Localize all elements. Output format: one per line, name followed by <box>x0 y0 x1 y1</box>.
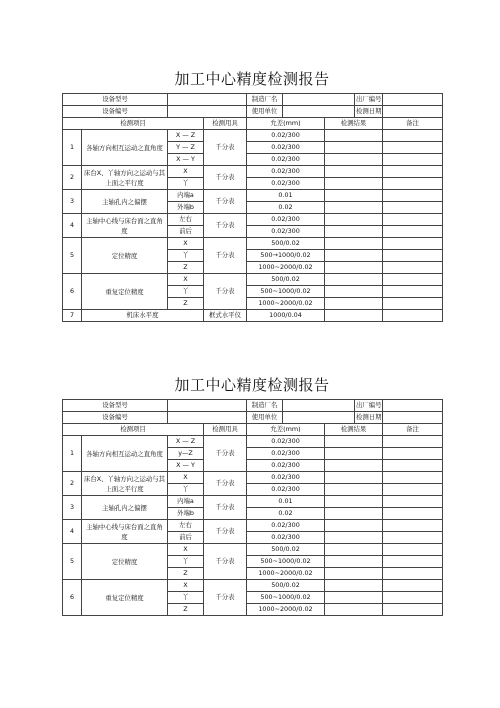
sub-item: X — Z <box>168 436 204 448</box>
remark-cell[interactable] <box>383 214 443 226</box>
remark-cell[interactable] <box>383 226 443 238</box>
result-cell[interactable] <box>325 142 383 154</box>
value-inspection-date[interactable] <box>383 412 443 424</box>
value-equipment-model[interactable] <box>168 400 247 412</box>
result-cell[interactable] <box>325 310 383 322</box>
tolerance-value: 0.02/300 <box>247 226 325 238</box>
result-cell[interactable] <box>325 508 383 520</box>
sub-item: X <box>168 472 204 484</box>
value-manufacturer[interactable] <box>283 400 355 412</box>
sub-item: 前后 <box>168 226 204 238</box>
item-tool: 框式水平仪 <box>204 310 247 322</box>
col-tolerance: 允差(mm) <box>247 118 325 130</box>
label-inspection-date: 检测日期 <box>355 106 383 118</box>
sub-item: 丫 <box>168 592 204 604</box>
sub-item: 外端b <box>168 508 204 520</box>
result-cell[interactable] <box>325 262 383 274</box>
sub-item: Z <box>168 568 204 580</box>
result-cell[interactable] <box>325 592 383 604</box>
tolerance-value: 500/0.02 <box>247 238 325 250</box>
tolerance-value: 0.02/300 <box>247 178 325 190</box>
item-name: 各轴方向相互运动之直角度 <box>82 436 168 472</box>
remark-cell[interactable] <box>383 592 443 604</box>
result-cell[interactable] <box>325 166 383 178</box>
value-manufacturer[interactable] <box>283 94 355 106</box>
result-cell[interactable] <box>325 238 383 250</box>
result-cell[interactable] <box>325 520 383 532</box>
result-cell[interactable] <box>325 226 383 238</box>
value-serial-number[interactable] <box>383 94 443 106</box>
result-cell[interactable] <box>325 214 383 226</box>
sub-item: X <box>168 544 204 556</box>
result-cell[interactable] <box>325 448 383 460</box>
label-user-unit: 使用单位 <box>247 106 283 118</box>
result-cell[interactable] <box>325 130 383 142</box>
tolerance-value: 500/0.02 <box>247 580 325 592</box>
sub-item: 内端a <box>168 190 204 202</box>
result-cell[interactable] <box>325 544 383 556</box>
table-row <box>63 544 443 556</box>
inspection-table <box>62 93 443 322</box>
item-number: 6 <box>63 274 82 310</box>
col-result: 检测结果 <box>325 118 383 130</box>
remark-cell[interactable] <box>383 286 443 298</box>
tolerance-value: 0.01 <box>247 496 325 508</box>
item-name: 主轴孔内之偏摆 <box>82 190 168 214</box>
item-tool: 千分表 <box>204 520 247 544</box>
report-title: 加工中心精度检测报告 <box>174 70 330 88</box>
item-number: 7 <box>63 310 82 322</box>
sub-item: 外端b <box>168 202 204 214</box>
value-equipment-code[interactable] <box>168 106 247 118</box>
sub-item: 丫 <box>168 484 204 496</box>
remark-cell[interactable] <box>383 532 443 544</box>
remark-cell[interactable] <box>383 496 443 508</box>
table-row <box>63 214 443 226</box>
label-manufacturer: 制造厂名 <box>247 400 283 412</box>
tolerance-value: 1000~2000/0.02 <box>247 298 325 310</box>
label-equipment-model: 设备型号 <box>63 94 168 106</box>
tolerance-value: 500~1000/0.02 <box>247 286 325 298</box>
table-row <box>63 274 443 286</box>
label-equipment-code: 设备编号 <box>63 106 168 118</box>
item-name: 重复定位精度 <box>82 274 168 310</box>
remark-cell[interactable] <box>383 262 443 274</box>
remark-cell[interactable] <box>383 166 443 178</box>
item-number: 6 <box>63 580 82 616</box>
label-serial-number: 出厂编号 <box>355 400 383 412</box>
result-cell[interactable] <box>325 298 383 310</box>
item-number: 3 <box>63 496 82 520</box>
remark-cell[interactable] <box>383 154 443 166</box>
remark-cell[interactable] <box>383 310 443 322</box>
label-equipment-code: 设备编号 <box>63 412 168 424</box>
tolerance-value: 0.02/300 <box>247 436 325 448</box>
item-number: 5 <box>63 544 82 580</box>
tolerance-value: 500→1000/0.02 <box>247 250 325 262</box>
result-cell[interactable] <box>325 202 383 214</box>
header-row-model <box>63 94 443 106</box>
item-name: 机床水平度 <box>82 310 204 322</box>
result-cell[interactable] <box>325 190 383 202</box>
col-inspection-tool: 检测用具 <box>204 424 247 436</box>
label-manufacturer: 制造厂名 <box>247 94 283 106</box>
tolerance-value: 0.02/300 <box>247 130 325 142</box>
sub-item: Y — Z <box>168 142 204 154</box>
tolerance-value: 0.02/300 <box>247 448 325 460</box>
result-cell[interactable] <box>325 178 383 190</box>
item-name: 床台X、丫轴方向之运动与其上面之平行度 <box>82 166 168 190</box>
report-title: 加工中心精度检测报告 <box>174 376 330 394</box>
item-tool: 千分表 <box>204 580 247 616</box>
col-result: 检测结果 <box>325 424 383 436</box>
table-row <box>63 580 443 592</box>
remark-cell[interactable] <box>383 568 443 580</box>
tolerance-value: 0.02/300 <box>247 154 325 166</box>
tolerance-value: 0.01 <box>247 190 325 202</box>
item-number: 5 <box>63 238 82 274</box>
label-inspection-date: 检测日期 <box>355 412 383 424</box>
label-serial-number: 出厂编号 <box>355 94 383 106</box>
col-remark: 备注 <box>383 118 443 130</box>
item-number: 1 <box>63 436 82 472</box>
result-cell[interactable] <box>325 460 383 472</box>
remark-cell[interactable] <box>383 436 443 448</box>
tolerance-value: 500~1000/0.02 <box>247 592 325 604</box>
tolerance-value: 1000/0.04 <box>247 310 325 322</box>
result-cell[interactable] <box>325 484 383 496</box>
sub-item: X <box>168 166 204 178</box>
sub-item: Z <box>168 262 204 274</box>
sub-item: 前后 <box>168 532 204 544</box>
col-inspection-tool: 检测用具 <box>204 118 247 130</box>
value-equipment-code[interactable] <box>168 412 247 424</box>
sub-item: 丫 <box>168 178 204 190</box>
item-name: 主轴孔内之偏摆 <box>82 496 168 520</box>
table-row <box>63 310 443 322</box>
remark-cell[interactable] <box>383 556 443 568</box>
remark-cell[interactable] <box>383 130 443 142</box>
result-cell[interactable] <box>325 472 383 484</box>
value-equipment-model[interactable] <box>168 94 247 106</box>
column-header-row <box>63 118 443 130</box>
item-name: 主轴中心线与床台面之直角度 <box>82 214 168 238</box>
item-tool: 千分表 <box>204 238 247 274</box>
table-row <box>63 520 443 532</box>
inspection-table <box>62 399 443 616</box>
item-tool: 千分表 <box>204 190 247 214</box>
item-tool: 千分表 <box>204 472 247 496</box>
result-cell[interactable] <box>325 532 383 544</box>
label-equipment-model: 设备型号 <box>63 400 168 412</box>
tolerance-value: 0.02/300 <box>247 460 325 472</box>
tolerance-value: 1000~2000/0.02 <box>247 262 325 274</box>
item-tool: 千分表 <box>204 544 247 580</box>
item-number: 1 <box>63 130 82 166</box>
sub-item: X <box>168 580 204 592</box>
value-user-unit[interactable] <box>283 412 355 424</box>
remark-cell[interactable] <box>383 250 443 262</box>
remark-cell[interactable] <box>383 142 443 154</box>
result-cell[interactable] <box>325 286 383 298</box>
tolerance-value: 0.02/300 <box>247 166 325 178</box>
sub-item: Z <box>168 604 204 616</box>
item-tool: 千分表 <box>204 274 247 310</box>
item-tool: 千分表 <box>204 496 247 520</box>
result-cell[interactable] <box>325 496 383 508</box>
col-remark: 备注 <box>383 424 443 436</box>
sub-item: 左右 <box>168 214 204 226</box>
tolerance-value: 500/0.02 <box>247 544 325 556</box>
sub-item: 左右 <box>168 520 204 532</box>
tolerance-value: 1000~2000/0.02 <box>247 604 325 616</box>
item-name: 各轴方向相互运动之直角度 <box>82 130 168 166</box>
remark-cell[interactable] <box>383 190 443 202</box>
report-1 <box>62 68 442 322</box>
remark-cell[interactable] <box>383 178 443 190</box>
item-name: 重复定位精度 <box>82 580 168 616</box>
col-inspection-item: 检测项目 <box>63 118 204 130</box>
table-row <box>63 496 443 508</box>
table-row <box>63 130 443 142</box>
tolerance-value: 0.02 <box>247 202 325 214</box>
item-number: 3 <box>63 190 82 214</box>
sub-item: 丫 <box>168 250 204 262</box>
header-row-code <box>63 106 443 118</box>
item-number: 4 <box>63 214 82 238</box>
header-row-code <box>63 412 443 424</box>
result-cell[interactable] <box>325 556 383 568</box>
remark-cell[interactable] <box>383 238 443 250</box>
tolerance-value: 0.02/300 <box>247 520 325 532</box>
remark-cell[interactable] <box>383 484 443 496</box>
result-cell[interactable] <box>325 580 383 592</box>
sub-item: X <box>168 274 204 286</box>
tolerance-value: 0.02/300 <box>247 532 325 544</box>
result-cell[interactable] <box>325 604 383 616</box>
value-inspection-date[interactable] <box>383 106 443 118</box>
sub-item: 丫 <box>168 556 204 568</box>
remark-cell[interactable] <box>383 520 443 532</box>
sub-item: Z <box>168 298 204 310</box>
column-header-row <box>63 424 443 436</box>
value-user-unit[interactable] <box>283 106 355 118</box>
tolerance-value: 0.02 <box>247 508 325 520</box>
sub-item: y—Z <box>168 448 204 460</box>
report-2 <box>62 374 442 616</box>
tolerance-value: 1000~2000/0.02 <box>247 568 325 580</box>
tolerance-value: 0.02/300 <box>247 472 325 484</box>
remark-cell[interactable] <box>383 298 443 310</box>
item-number: 4 <box>63 520 82 544</box>
remark-cell[interactable] <box>383 448 443 460</box>
item-tool: 千分表 <box>204 166 247 190</box>
remark-cell[interactable] <box>383 472 443 484</box>
col-inspection-item: 检测项目 <box>63 424 204 436</box>
table-row <box>63 166 443 178</box>
sub-item: X — Y <box>168 460 204 472</box>
sub-item: 内端a <box>168 496 204 508</box>
result-cell[interactable] <box>325 568 383 580</box>
result-cell[interactable] <box>325 154 383 166</box>
item-tool: 千分表 <box>204 436 247 472</box>
item-name: 床台X、丫轴方向之运动与其上面之平行度 <box>82 472 168 496</box>
item-number: 2 <box>63 166 82 190</box>
tolerance-value: 0.02/300 <box>247 484 325 496</box>
tolerance-value: 0.02/300 <box>247 214 325 226</box>
result-cell[interactable] <box>325 250 383 262</box>
tolerance-value: 500/0.02 <box>247 274 325 286</box>
result-cell[interactable] <box>325 436 383 448</box>
item-tool: 千分表 <box>204 214 247 238</box>
value-serial-number[interactable] <box>383 400 443 412</box>
item-name: 定位精度 <box>82 238 168 274</box>
table-row <box>63 472 443 484</box>
sub-item: X — Y <box>168 154 204 166</box>
table-row <box>63 238 443 250</box>
sub-item: X — Z <box>168 130 204 142</box>
tolerance-value: 0.02/300 <box>247 142 325 154</box>
item-number: 2 <box>63 472 82 496</box>
item-name: 主轴中心线与床台面之直角度 <box>82 520 168 544</box>
item-tool: 千分表 <box>204 130 247 166</box>
tolerance-value: 500~1000/0.02 <box>247 556 325 568</box>
remark-cell[interactable] <box>383 604 443 616</box>
remark-cell[interactable] <box>383 580 443 592</box>
remark-cell[interactable] <box>383 508 443 520</box>
table-row <box>63 436 443 448</box>
col-tolerance: 允差(mm) <box>247 424 325 436</box>
remark-cell[interactable] <box>383 544 443 556</box>
sub-item: X <box>168 238 204 250</box>
remark-cell[interactable] <box>383 460 443 472</box>
item-name: 定位精度 <box>82 544 168 580</box>
sub-item: 丫 <box>168 286 204 298</box>
table-row <box>63 190 443 202</box>
label-user-unit: 使用单位 <box>247 412 283 424</box>
remark-cell[interactable] <box>383 274 443 286</box>
remark-cell[interactable] <box>383 202 443 214</box>
header-row-model <box>63 400 443 412</box>
result-cell[interactable] <box>325 274 383 286</box>
